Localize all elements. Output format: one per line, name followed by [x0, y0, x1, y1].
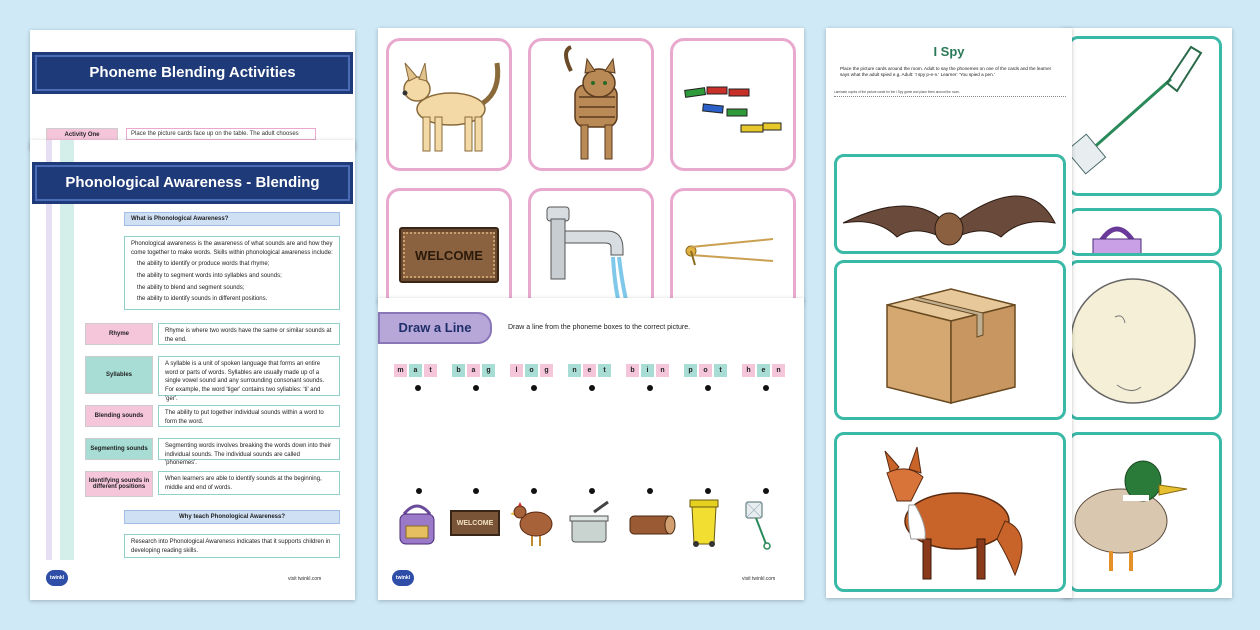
draw-a-line-instruction: Draw a line from the phoneme boxes to the correct picture.: [508, 324, 691, 331]
phonological-awareness-sheet: [30, 140, 355, 600]
box-card: [834, 260, 1066, 420]
word-dot[interactable]: [415, 385, 421, 391]
phoneme-box: p: [684, 364, 697, 377]
picture-dot[interactable]: [473, 488, 479, 494]
word-dot[interactable]: [705, 385, 711, 391]
activity-one-label: Activity One: [46, 128, 118, 142]
handbag-picture: [1071, 211, 1221, 255]
cat-card: [528, 38, 654, 171]
i-spy-note: Laminate copies of the picture cards for the I Spy game and place them around the room.: [834, 90, 1066, 97]
what-item: the ability to segment words into syllables and sounds;: [137, 273, 282, 280]
what-item: the ability to identify sounds in different positions.: [137, 296, 268, 303]
word-dot[interactable]: [531, 385, 537, 391]
duck-picture: [1071, 435, 1221, 591]
why-text: Research into Phonological Awareness indicates that it supports children in developing reading skills.: [124, 534, 340, 558]
duck-card: [1068, 432, 1222, 592]
tap-picture: [531, 191, 651, 303]
pin-card: [670, 188, 796, 303]
blending-label: Blending sounds: [85, 405, 153, 427]
i-spy-title: I Spy: [933, 44, 965, 59]
fishing-net-card: [1068, 36, 1222, 196]
phoneme-box: t: [424, 364, 437, 377]
word-dot[interactable]: [647, 385, 653, 391]
segmenting-label: Segmenting sounds: [85, 438, 153, 460]
pegs-card: [670, 38, 796, 171]
word-dot[interactable]: [763, 385, 769, 391]
i-spy-back-sheet: [1062, 28, 1232, 598]
blending-activities-back-sheet: [30, 30, 355, 150]
welcome-mat-text: WELCOME: [415, 247, 483, 263]
twinkl-logo: twinkl: [392, 570, 414, 586]
what-heading: What is Phonological Awareness?: [124, 212, 340, 226]
moon-card: [1068, 260, 1222, 420]
welcome-mat-inner: [403, 232, 495, 278]
phoneme-box: t: [598, 364, 611, 377]
picture-dot[interactable]: [705, 488, 711, 494]
mat-picture: [450, 510, 500, 536]
phoneme-box: n: [772, 364, 785, 377]
box-picture: [837, 263, 1065, 419]
phoneme-box: l: [510, 364, 523, 377]
picture-dot[interactable]: [531, 488, 537, 494]
what-item: the ability to blend and segment sounds;: [137, 284, 245, 291]
tap-card: [528, 188, 654, 303]
mat-picture-text: WELCOME: [456, 519, 494, 527]
phoneme-box: e: [583, 364, 596, 377]
mat-card: [386, 188, 512, 303]
phoneme-box: n: [568, 364, 581, 377]
phoneme-box: b: [626, 364, 639, 377]
pot-picture: [566, 500, 616, 550]
phoneme-box: o: [699, 364, 712, 377]
phoneme-box: e: [757, 364, 770, 377]
dog-card: [386, 38, 512, 171]
bat-picture: [837, 157, 1065, 253]
cat-picture: [531, 41, 651, 168]
phoneme-box: o: [525, 364, 538, 377]
identifying-label: Identifying sounds in different positions: [85, 471, 153, 497]
picture-dot[interactable]: [416, 488, 422, 494]
identifying-text: When learners are able to identify sounds at the beginning, middle and end of words.: [158, 471, 340, 495]
why-heading: Why teach Phonological Awareness?: [124, 510, 340, 524]
picture-cards-sheet: [378, 28, 804, 303]
dog-picture: [389, 41, 509, 168]
i-spy-instructions: Place the picture cards around the room. Adult to say the phonemes on one of the cards and the learner says what the adult spied e.g. Adult: 'I spy p-e-n.' Learner: 'You spied a pen.': [840, 66, 1052, 78]
phoneme-box: g: [540, 364, 553, 377]
segmenting-text: Segmenting words involves breaking the words down into their individual sounds. The individual sounds are called 'phonemes'.: [158, 438, 340, 460]
fox-card: [834, 432, 1066, 592]
handbag-card: [1068, 208, 1222, 256]
picture-dot[interactable]: [647, 488, 653, 494]
draw-a-line-sheet: [378, 298, 804, 600]
footer-url: visit twinkl.com: [288, 576, 322, 582]
back-sheet-title: Phoneme Blending Activities: [32, 52, 353, 94]
moon-picture: [1071, 263, 1221, 419]
syllables-text: A syllable is a unit of spoken language that forms an entire word or parts of words. Syllables are usually made up of a single vowel sound and any surrounding consonant sounds. For example, the word 'tiger' contains two syllables: 'ti' and 'ger'.: [158, 356, 340, 396]
i-spy-sheet: [826, 28, 1072, 598]
what-body: [124, 236, 340, 310]
picture-dot[interactable]: [763, 488, 769, 494]
activity-one-text: Place the picture cards face up on the table. The adult chooses: [126, 128, 316, 140]
log-picture: [624, 510, 678, 540]
footer-url: visit twinkl.com: [742, 576, 776, 582]
picture-dot[interactable]: [589, 488, 595, 494]
page-title: Phonological Awareness - Blending: [32, 162, 353, 204]
bin-picture: [684, 496, 724, 550]
fox-picture: [837, 435, 1065, 591]
word-dot[interactable]: [589, 385, 595, 391]
syllables-label: Syllables: [85, 356, 153, 394]
what-intro: Phonological awareness is the awareness of what sounds are and how they come together to make words. Skills within phonological awareness include:: [131, 241, 333, 256]
twinkl-logo: twinkl: [46, 570, 68, 586]
rhyme-label: Rhyme: [85, 323, 153, 345]
draw-a-line-title: Draw a Line: [378, 312, 492, 344]
phoneme-box: h: [742, 364, 755, 377]
bag-picture: [392, 498, 442, 548]
pegs-picture: [673, 41, 793, 168]
phoneme-box: t: [714, 364, 727, 377]
phoneme-box: n: [656, 364, 669, 377]
phoneme-box: m: [394, 364, 407, 377]
what-item: the ability to identify or produce words that rhyme;: [137, 261, 270, 268]
word-dot[interactable]: [473, 385, 479, 391]
pin-picture: [673, 191, 793, 303]
phoneme-box: a: [467, 364, 480, 377]
phoneme-box: b: [452, 364, 465, 377]
net-picture: [740, 498, 780, 550]
phoneme-box: i: [641, 364, 654, 377]
rhyme-text: Rhyme is where two words have the same or similar sounds at the end.: [158, 323, 340, 345]
phoneme-box: a: [409, 364, 422, 377]
blending-text: The ability to put together individual sounds within a word to form the word.: [158, 405, 340, 427]
bat-card: [834, 154, 1066, 254]
hen-picture: [508, 496, 558, 550]
phoneme-box: g: [482, 364, 495, 377]
fishing-net-picture: [1071, 39, 1221, 195]
welcome-mat-picture: [399, 227, 499, 283]
